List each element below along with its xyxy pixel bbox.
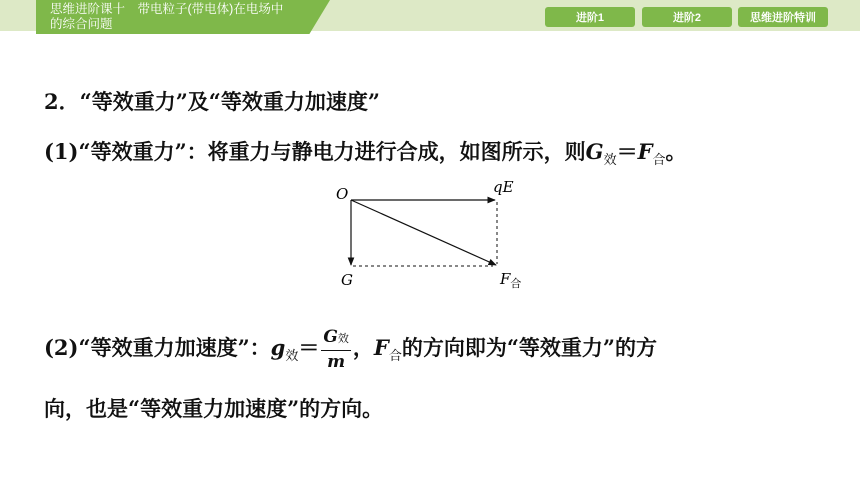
section-heading: 2．“等效重力”及“等效重力加速度” xyxy=(44,89,380,114)
p1-G-symbol: G xyxy=(585,139,604,164)
p1-F-subscript: 合 xyxy=(652,153,666,168)
p1-text: “等效重力”：将重力与静电力进行合成，如图所示，则 xyxy=(78,139,586,164)
p1-equals: ＝ xyxy=(616,139,638,164)
fraction-G-over-m xyxy=(321,326,351,373)
resultant-label xyxy=(499,270,521,290)
num-G-subscript: 效 xyxy=(337,332,349,345)
paragraph-2 xyxy=(44,326,657,373)
p2-text: “等效重力加速度”： xyxy=(78,335,271,360)
p2-F-subscript: 合 xyxy=(388,349,402,364)
qE-label: qE xyxy=(493,178,514,196)
p1-G-subscript: 效 xyxy=(603,153,617,168)
fraction-numerator xyxy=(321,326,351,351)
p1-end: 。 xyxy=(665,139,687,164)
p2-comma: ， xyxy=(352,335,374,360)
paragraph-1 xyxy=(44,136,687,166)
fraction-denominator: m xyxy=(327,352,346,372)
nav-button-special-training[interactable]: 思维进阶特训 xyxy=(738,7,828,27)
p2-prefix: (2) xyxy=(44,335,79,360)
p1-prefix: (1) xyxy=(44,139,79,164)
gravity-label: G xyxy=(341,271,353,289)
p2-g-symbol: g xyxy=(270,335,286,360)
lesson-title-line2: 的综合问题 xyxy=(50,17,113,31)
origin-label: O xyxy=(336,185,349,203)
p2-F-symbol: F xyxy=(373,335,389,360)
p2-equals: ＝ xyxy=(298,335,320,360)
paragraph-3: 向，也是“等效重力加速度”的方向。 xyxy=(44,396,384,421)
header-bar xyxy=(0,0,860,34)
lesson-title-line1: 思维进阶课十 带电粒子(带电体)在电场中 xyxy=(50,2,284,16)
resultant-sub: 合 xyxy=(510,277,522,290)
nav-button-level1[interactable]: 进阶1 xyxy=(545,7,635,27)
p1-F-symbol: F xyxy=(637,139,653,164)
p2-g-subscript: 效 xyxy=(285,349,299,364)
p2-text-after: 的方向即为“等效重力”的方 xyxy=(401,335,657,360)
nav-button-level2[interactable]: 进阶2 xyxy=(642,7,732,27)
force-diagram xyxy=(330,176,540,294)
lesson-title xyxy=(50,2,310,32)
num-G: G xyxy=(323,327,338,347)
resultant-F: F xyxy=(500,270,511,288)
resultant-force-arrow xyxy=(351,200,496,265)
